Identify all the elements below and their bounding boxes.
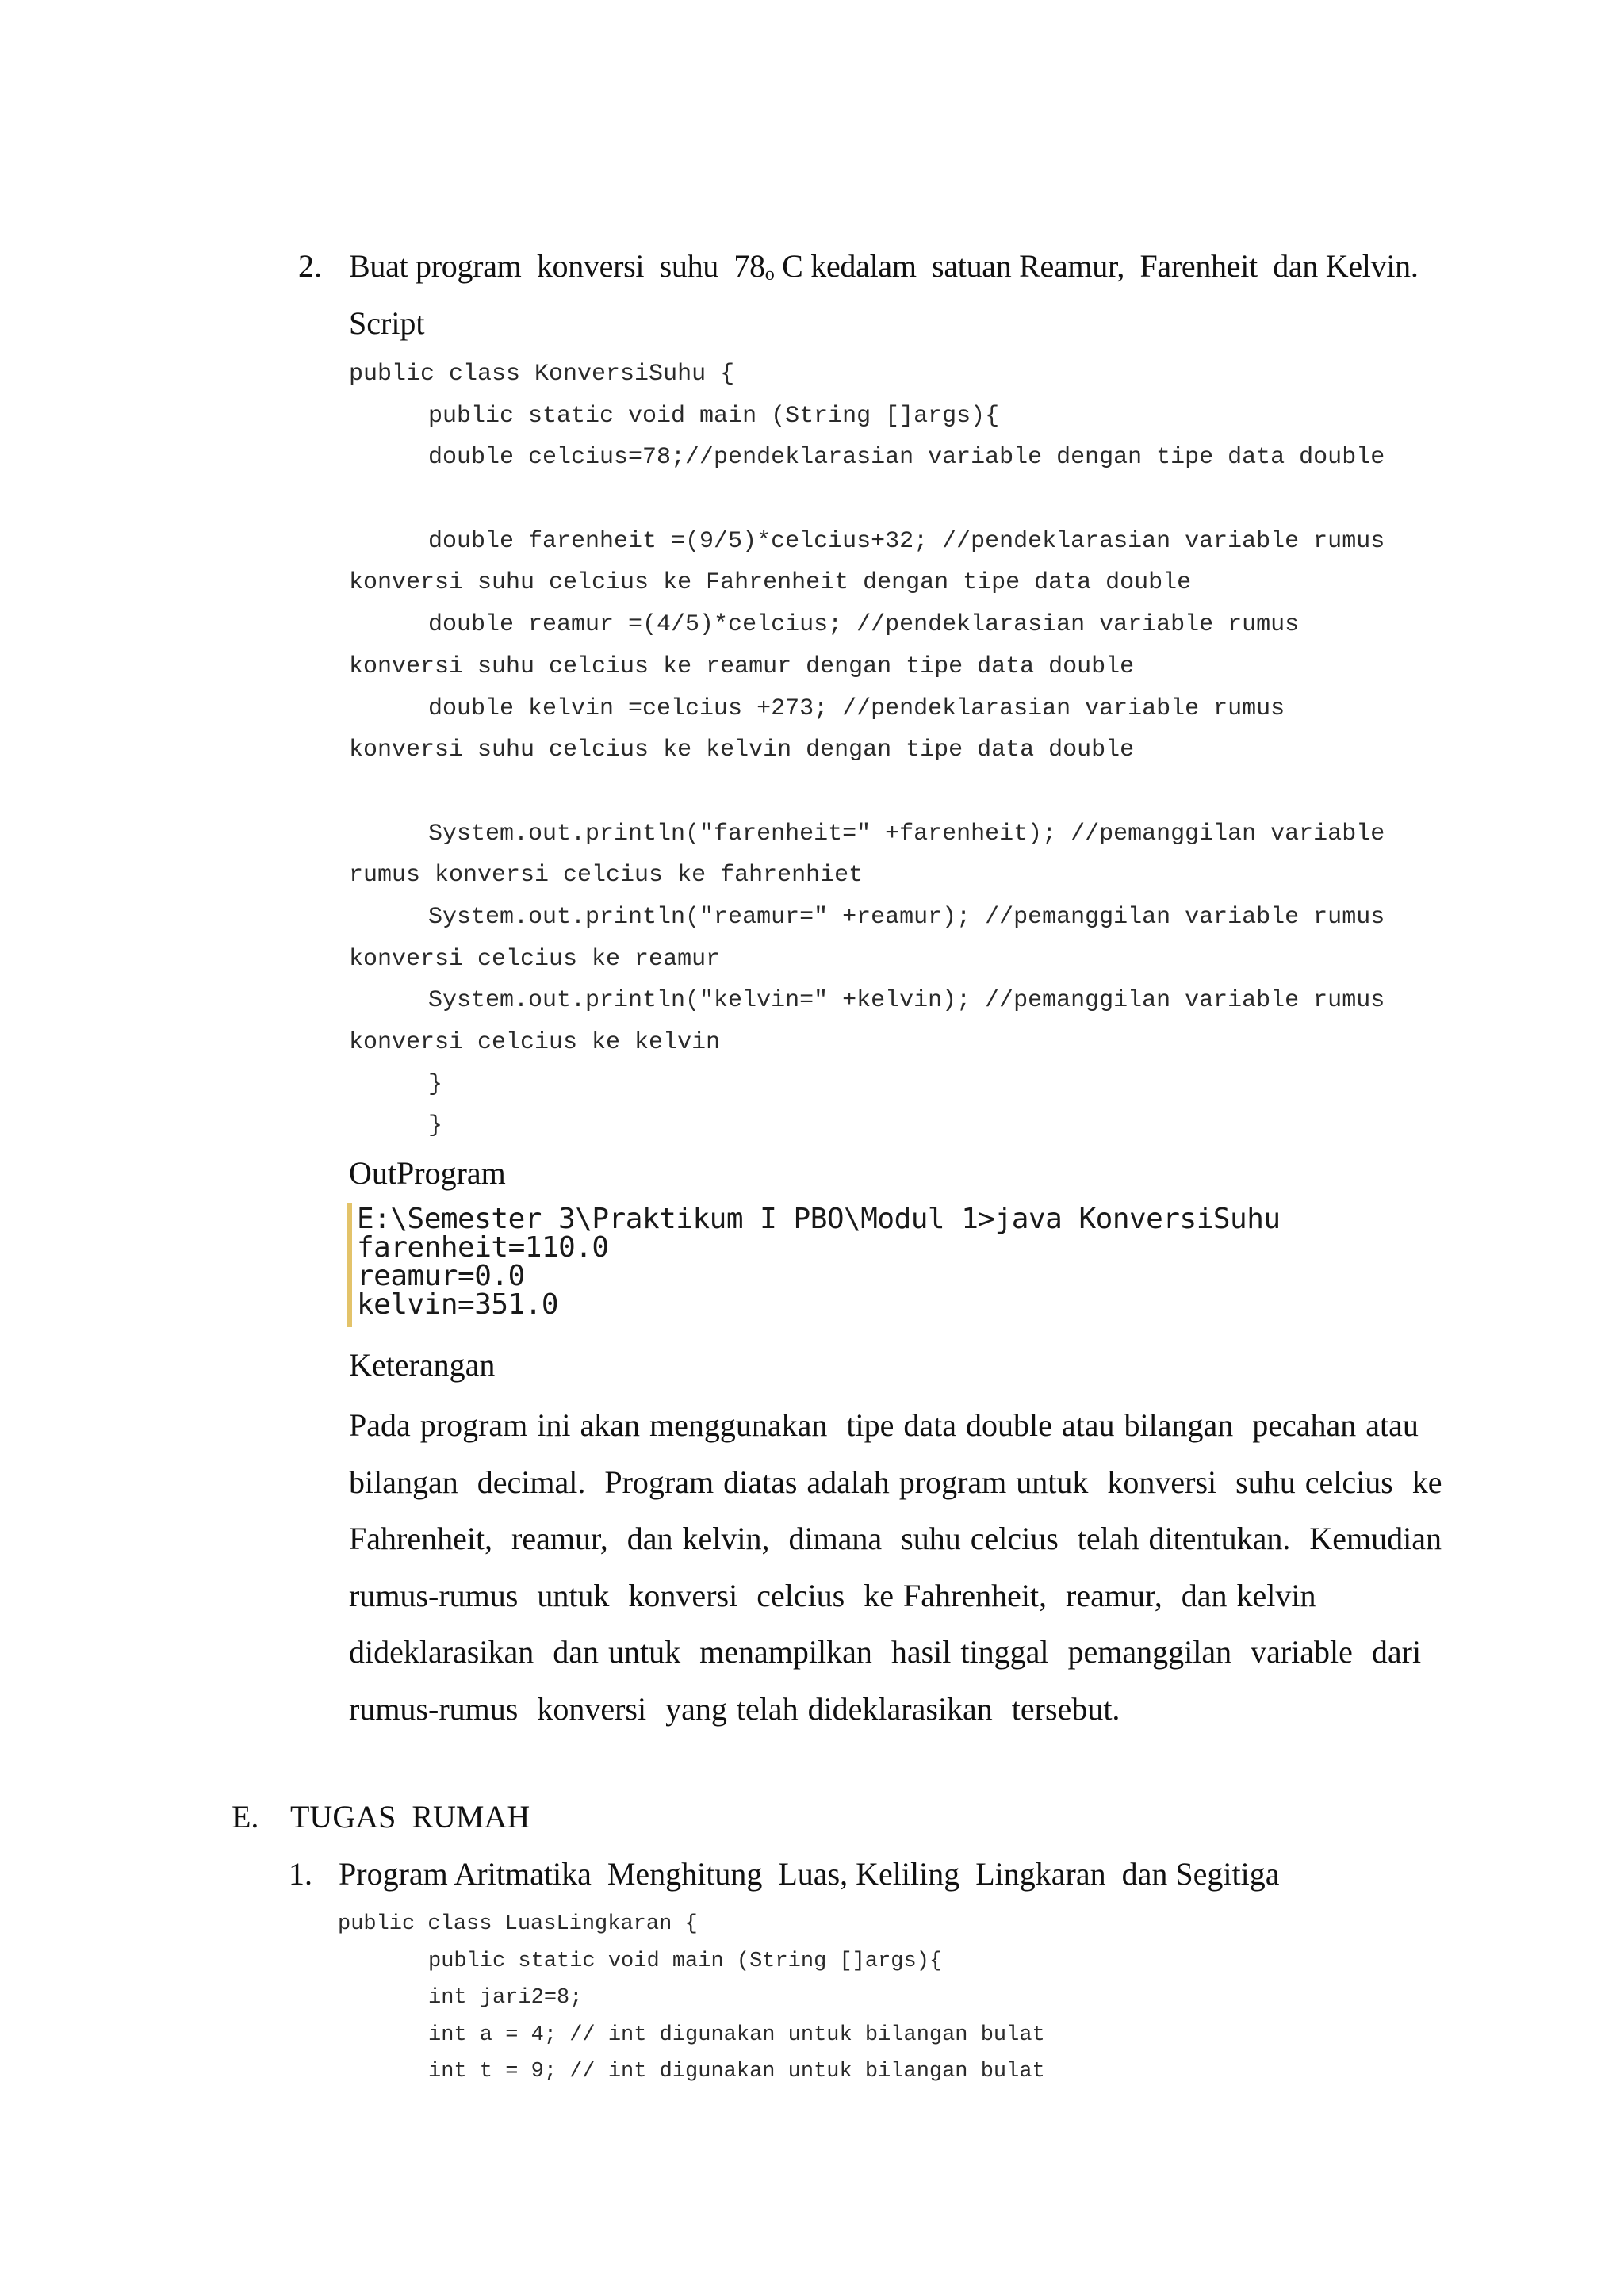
section-e-letter: E. [232,1799,259,1835]
code-line: konversi celcius ke kelvin [349,1029,721,1056]
code-line: konversi suhu celcius ke reamur dengan tipe data double [349,652,1135,680]
code-line: System.out.println("kelvin=" +kelvin); //pemanggilan variable rumus [428,987,1385,1015]
terminal-line: kelvin=351.0 [357,1288,559,1321]
code-line: System.out.println("reamur=" +reamur); //pemanggilan variable rumus [428,903,1385,931]
code-line: double reamur =(4/5)*celcius; //pendeklarasian variable rumus [428,611,1300,639]
paragraph-line: bilangan decimal. Program diatas adalah program untuk konversi suhu celcius ke [349,1464,1442,1500]
title-text-before: Buat program konversi suhu 78 [349,248,765,284]
code-line: int a = 4; // int digunakan untuk bilangan bulat [428,2022,1045,2047]
paragraph-line: rumus-rumus konversi yang telah dideklarasikan tersebut. [349,1690,1120,1727]
paragraph-line: dideklarasikan dan untuk menampilkan hasil tinggal pemanggilan variable dari [349,1634,1422,1670]
code-line [349,771,1459,813]
code-line: konversi celcius ke reamur [349,945,721,973]
section-e-title: TUGAS RUMAH [290,1799,530,1835]
code-line: System.out.println("farenheit=" +farenheit); //pemanggilan variable [428,820,1385,848]
code-line: public static void main (String []args){ [428,402,1000,430]
output-label: OutProgram [349,1155,506,1191]
code-block-luas-lingkaran [338,1906,1448,2091]
terminal-line: E:\Semester 3\Praktikum I PBO\Modul 1>java KonversiSuhu [357,1203,1281,1235]
code-line: public class LuasLingkaran { [338,1912,698,1936]
code-line: rumus konversi celcius ke fahrenhiet [349,862,864,890]
item-1-title: Program Aritmatika Menghitung Luas, Keliling Lingkaran dan Segitiga [339,1856,1280,1892]
code-line: double celcius=78;//pendeklarasian variable dengan tipe data double [428,444,1385,472]
terminal-line: reamur=0.0 [357,1260,525,1292]
code-line [349,479,1459,521]
code-line: } [428,1070,443,1098]
code-line: } [428,1112,443,1140]
section-2-title [349,247,1419,285]
degree-subscript: o [764,264,775,285]
script-label: Script [349,305,425,341]
terminal-line: farenheit=110.0 [357,1231,609,1264]
keterangan-label: Keterangan [349,1347,496,1383]
item-number-1: 1. [289,1856,312,1892]
paragraph-line: Pada program ini akan menggunakan tipe data double atau bilangan pecahan atau [349,1407,1419,1443]
code-line: double farenheit =(9/5)*celcius+32; //pendeklarasian variable rumus [428,527,1385,555]
code-block-konversi-suhu [349,354,1459,1147]
code-line: int jari2=8; [428,1986,583,2010]
code-line: public class KonversiSuhu { [349,361,735,388]
paragraph-line: rumus-rumus untuk konversi celcius ke Fahrenheit, reamur, dan kelvin [349,1577,1316,1613]
terminal-output [347,1203,1281,1327]
code-line: konversi suhu celcius ke Fahrenheit dengan tipe data double [349,569,1192,597]
item-number-2: 2. [298,248,322,284]
title-text-after: C kedalam satuan Reamur, Farenheit dan Kelvin. [774,248,1419,284]
terminal-accent-bar [347,1203,352,1327]
code-line: public static void main (String []args){ [428,1949,943,1973]
keterangan-paragraph [349,1397,1442,1737]
code-line: double kelvin =celcius +273; //pendeklarasian variable rumus [428,695,1285,722]
code-line: konversi suhu celcius ke kelvin dengan tipe data double [349,737,1135,764]
paragraph-line: Fahrenheit, reamur, dan kelvin, dimana suhu celcius telah ditentukan. Kemudian [349,1521,1442,1556]
code-line: int t = 9; // int digunakan untuk bilangan bulat [428,2060,1045,2084]
